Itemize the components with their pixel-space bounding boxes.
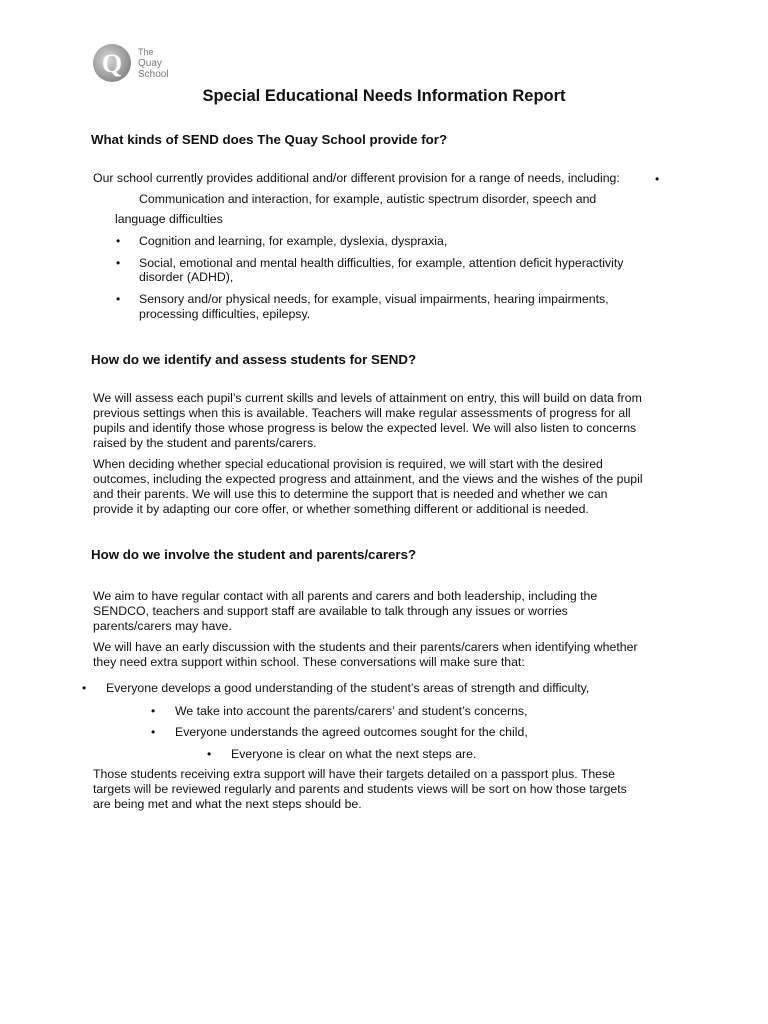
- section3-bullet1: Everyone develops a good understanding of the student’s areas of strength and difficulty,: [106, 681, 590, 695]
- section2-p2-line1: When deciding whether special educational provision is required, we will start with the desired: [93, 457, 603, 471]
- section2-p2-line3: and their parents. We will use this to determine the support that is needed and whether we can: [93, 487, 608, 501]
- section3-bullet3: Everyone understands the agreed outcomes sought for the child,: [175, 725, 528, 739]
- bullet-icon: •: [655, 172, 660, 186]
- bullet-icon: •: [116, 256, 121, 270]
- logo-line3: School: [138, 69, 169, 80]
- section3-p3-line2: targets will be reviewed regularly and parents and students views will be sort on how those targets: [93, 782, 627, 796]
- section1-item4-line1: Sensory and/or physical needs, for example, visual impairments, hearing impairments,: [139, 292, 609, 306]
- section1-heading: What kinds of SEND does The Quay School provide for?: [91, 132, 448, 147]
- section1-item3-line1: Social, emotional and mental health difficulties, for example, attention deficit hyperactivity: [139, 256, 624, 270]
- section2-p2-line4: provide it by adapting our core offer, or whether something different or additional is needed.: [93, 502, 589, 516]
- section3-p1-line3: parents/carers may have.: [93, 619, 232, 633]
- section3-bullet2: We take into account the parents/carers’ and student’s concerns,: [175, 704, 528, 718]
- section1-item1-line1: Communication and interaction, for example, autistic spectrum disorder, speech and: [139, 192, 597, 206]
- bullet-icon: •: [151, 704, 156, 718]
- section2-p1-line3: pupils and identify those whose progress is below the expected level. We will also listen to concerns: [93, 421, 637, 435]
- section2-heading: How do we identify and assess students for SEND?: [91, 352, 417, 367]
- section3-p2-line1: We will have an early discussion with the students and their parents/carers when identifying whether: [93, 640, 638, 654]
- bullet-icon: •: [82, 681, 87, 695]
- section1-item3-line2: disorder (ADHD),: [139, 270, 234, 284]
- logo-q: Q: [101, 49, 123, 78]
- section3-heading: How do we involve the student and parents/carers?: [91, 547, 417, 562]
- quay-school-logo-icon: [92, 42, 188, 86]
- logo-line2: Quay: [138, 58, 162, 69]
- bullet-icon: •: [207, 747, 212, 761]
- section1-item2: Cognition and learning, for example, dyslexia, dyspraxia,: [139, 234, 448, 248]
- section2-p1-line1: We will assess each pupil’s current skills and levels of attainment on entry, this will build on data from: [93, 391, 642, 405]
- school-logo: [92, 42, 188, 86]
- page-title: Special Educational Needs Information Report: [202, 87, 566, 105]
- section2-p2-line2: outcomes, including the expected progress and attainment, and the views and the wishes of the pupil: [93, 472, 643, 486]
- section2-p1-line2: previous settings when this is available. Teachers will make regular assessments of progress for all: [93, 406, 631, 420]
- section2-p1-line4: raised by the student and parents/carers.: [93, 436, 317, 450]
- section1-item1-line2: language difficulties: [115, 212, 223, 226]
- section3-p1-line2: SENDCO, teachers and support staff are available to talk through any issues or worries: [93, 604, 568, 618]
- section3-p3-line1: Those students receiving extra support will have their targets detailed on a passport plus. These: [93, 767, 615, 781]
- section3-p1-line1: We aim to have regular contact with all parents and carers and both leadership, including the: [93, 589, 598, 603]
- section1-item4-line2: processing difficulties, epilepsy.: [139, 307, 311, 321]
- logo-line1: The: [138, 47, 154, 57]
- section3-bullet4: Everyone is clear on what the next steps are.: [231, 747, 477, 761]
- bullet-icon: •: [116, 292, 121, 306]
- section3-p2-line2: they need extra support within school. These conversations will make sure that:: [93, 655, 525, 669]
- bullet-icon: •: [116, 234, 121, 248]
- section1-intro: Our school currently provides additional and/or different provision for a range of needs, including:: [93, 171, 620, 185]
- section3-p3-line3: are being met and what the next steps should be.: [93, 797, 362, 811]
- bullet-icon: •: [151, 725, 156, 739]
